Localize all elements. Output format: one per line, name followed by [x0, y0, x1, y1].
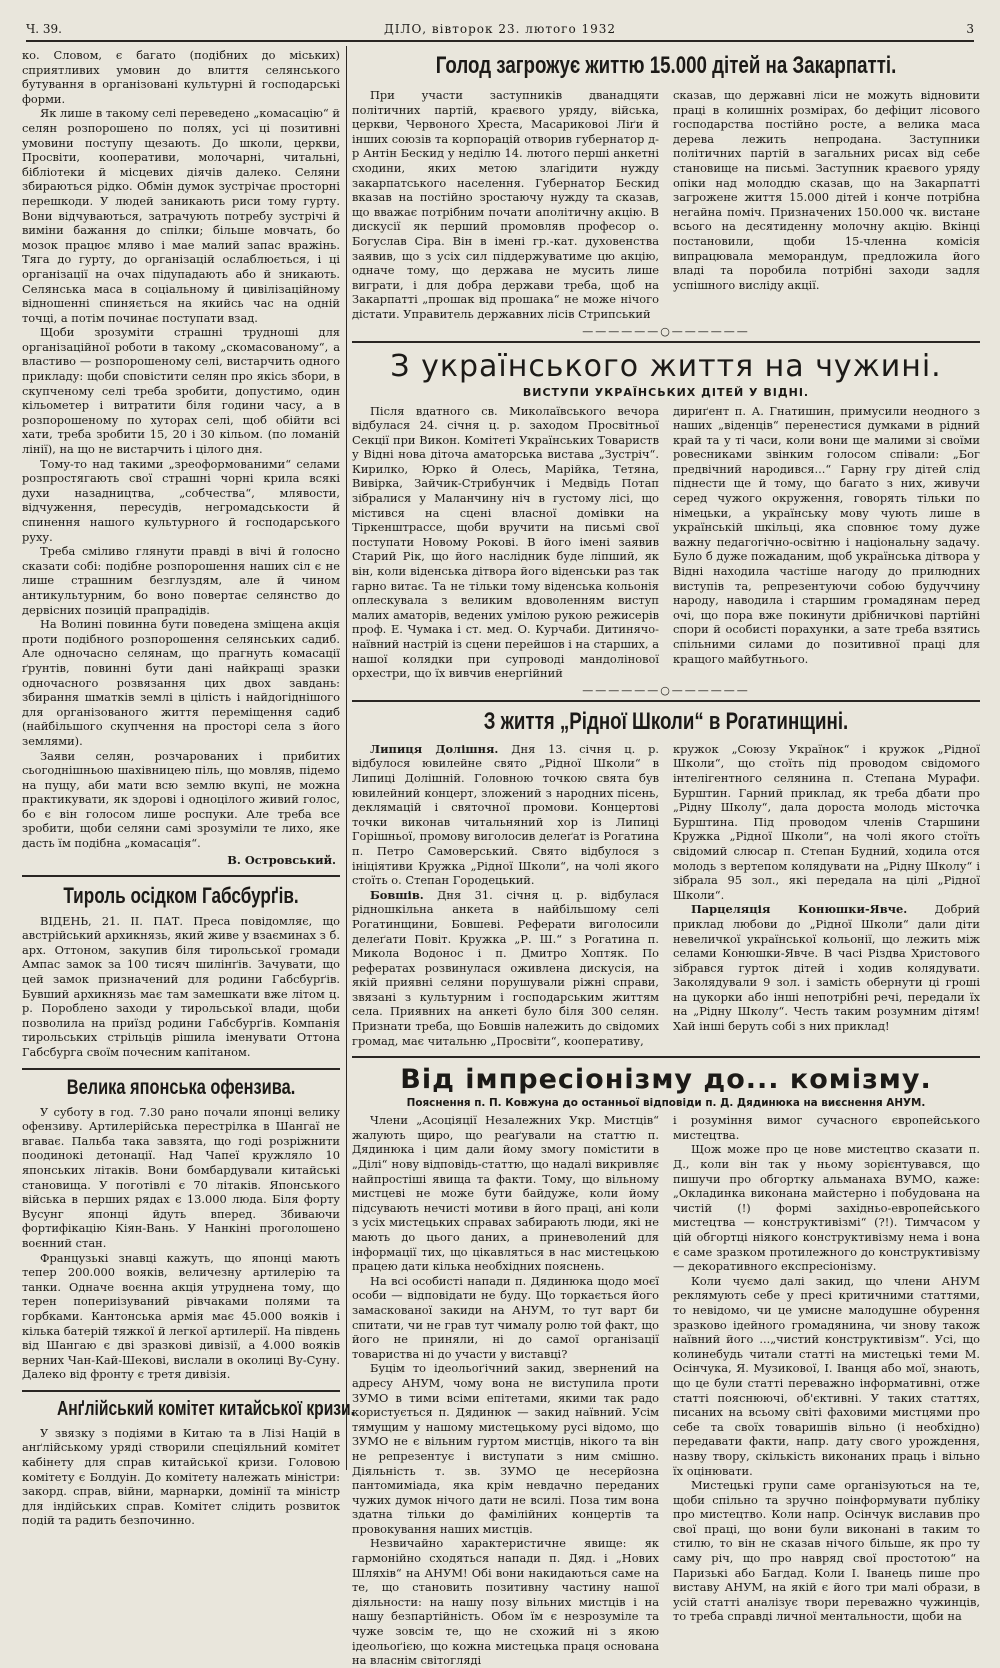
section-divider [352, 341, 980, 343]
section-divider [22, 1390, 340, 1392]
section-divider [352, 1056, 980, 1058]
headline-japan: Велика японська офензива. [66, 1075, 296, 1099]
masthead-line: ДІЛО, вівторок 23. лютого 1932 [383, 22, 617, 36]
paragraph: кружок „Союзу Українок“ і кружок „Рідної Школи“, що стоїть під проводом свідомого інтелігентного селянина п. Степана Мурафи. Бурштин. Гарний приклад, як треба дбати про „Рідну Школу“, дала дороста молодь місточка Бурштина. Під проводом членів Старшини Кружка „Рідної Школи“, на чолі якого стоїть свідомий слюсар п. Степан Будний, ходила отся молодь з вертепом колядувати на „Рідну Школу“ і зібрала 95 зол., які передала на цілі „Рідної Школи“. [673, 741, 980, 902]
article-hunger [352, 52, 980, 338]
place-name: Бовшів. [370, 887, 424, 902]
issue-number: Ч. 39. [26, 22, 62, 36]
paragraph: і розуміння вимог сучасного європейського мистецтва. [673, 1113, 980, 1142]
paragraph: ко. Словом, є багато (подібних до міських) сприятливих умовин до влиття селянського бутування в організовані культурні й господарські форми. [22, 48, 340, 106]
paragraph: У звязку з подіями в Китаю та в Лізі Націй в анґлійському уряді створили спеціяльний комітет кабінету для справ китайської кризи. Головою комітету є Болдуін. До комітету належать міністри: закорд. справ, війни, марнарки, домінії та міністр для індійських справ. Комітет слідить розвиток подій та радить безпочинно. [22, 1425, 340, 1528]
paragraph: Щоби зрозуміти страшні трудноші для організаційної роботи в такому „скомасованому“, а властиво — розпорошеному селі, вистарчить одного прикладу: щоби сповістити селян про якісь збори, в скупченому селі треба зробити, допустимо, один кільометер і витратити біля години часу, а в розпорошеному по хуторах селі, щоб обійти всі хати, треба зробити 15, 20 і 30 кільом. (по ломаній лінії), на що не вистарчить і цілого дня. [22, 325, 340, 457]
paragraph: Після вдатного св. Миколаївського вечора відбулася 24. січня ц. р. заходом Просвітньої Секції при Викон. Комітеті Українських Товариств у Відні нова діточа аматорська вистава „Зустріч“. Кирилко, Юрко й Олесь, Марійка, Тетяна, Вивірка, Зайчик-Стрибунчик і Медвідь Потап зібралися у Маланчину ніч в густому лісі, що містився на сцені власної домівки на Тіркенштрассе, щоби вручити на письмі свої поступати Новому Рокові. В його імені заявив Старий Рік, що його наслідник буде ліпший, як він, коли віденська дітвора його віденськи раз так гарно витає. Та не тільки тому віденська кольонія оплескувала з великим вдоволенням виступ малих аматорів, ведених умілою рукою режисерів проф. Е. Чумака і ст. мед. О. Курчаби. Дитинячо-наївний настрій із сцени перейшов і на старших, а нашої колядки при супроводі мандолінової орхестри, що їх вивчив енергійний [352, 403, 659, 681]
paragraph: ВІДЕНЬ, 21. II. ПАТ. Преса повідомляє, що австрійський архикнязь, який живе у взаєминах з б. арх. Оттоном, закупив біля тирольської громади Ампас замок за 100 тисяч шилінґів. Зачувати, що цей замок призначений для родини Габсбурґів. Бувший архикнязь має там замешкати вже літом ц. р. Пороблено заходи у тирольської влади, щоби позволила на приїзд родини Габсбурґів. Компанія тирольських стрільців рішила іменувати Оттона Габсбурга своїм почесним капітаном. [22, 913, 340, 1059]
paragraph: Щож може про це нове мистецтво сказати п. Д., коли він так у ньому зорієнтувався, що пишучи про обгортку альманаха ВУМО, каже: „Окладинка виконана майстерно і побудована на чистій (!) формі західньо-европейського мистецтва — конструктивізмі“ (?!). Тимчасом у цій обгортці ніякого конструктивізму нема і вона є саме зразком протилежного до конструктивізму — декоративного експресіонізму. [673, 1142, 980, 1274]
paragraph: На всі особисті напади п. Дядинюка щодо моєї особи — відповідати не буду. Що торкається його замаскованої закиди на АНУМ, то тут варт би спитати, чи не грав тут чималу ролю той факт, що його не приняли, ні до самої організації товариства ні до участи у виставці? [352, 1273, 659, 1361]
article-england [22, 1397, 355, 1528]
article-tyrol [22, 883, 340, 1060]
headline-abroad: З українського життя на чужині. [390, 348, 942, 384]
place-name: Парцеляція Конюшки-Явче. [691, 902, 908, 917]
ornament-divider: ——————○—————— [582, 683, 750, 697]
paragraph: Французькі знавці кажуть, що японці мають тепер 200.000 вояків, величезну артилерію та танки. Одначе воєнна акція утруднена тому, що терен попериізуваний рівчаками полями та горбками. Кантонська армія має 45.000 вояків і кілька батерій тяжкої й легкої артилерії. На південь від Шангаю є дві зразкові дивізії, а 4.000 вояків верних Чан-Кай-Шекові, вислали в околиці Ву-Суну. Далеко від фронту є третя дивізія. [22, 1250, 340, 1382]
section-divider [22, 875, 340, 877]
article-abroad [352, 349, 980, 697]
paragraph: Мистецькі групи саме організуються на те, щоби спільно та зручно поінформувати публіку про мистецтво. Коли напр. Осінчук виславив про свої праці, що вони були виконані в таким то стилю, то він не сказав нічого більше, як про ту саму річ, що про навряд свої простотою“ на Паризькі або Багдад. Коли І. Іванець пише про виставу АНУМ, на якій є його три малі образи, в усій статті аналізує твори переважно чужинців, то треба справді личної ментальности, щоби на [673, 1478, 980, 1624]
paragraph: Липиця Долішня. Дня 13. січня ц. р. відбулося ювилейне свято „Рідної Школи“ в Липиці Долішній. Головною точкою свята був ювилейний концерт, зложений з народних пісень, деклямацій і святочної промови. Концертові точки виконав читальняний хор із Липиці Горішньої, промову виголосив делеґат із Рогатина п. Петро Самоверський. Свято відбулося з ініціятиви Кружка „Рідної Школи“, на чолі якого стоїть о. Степан Городецький. [352, 741, 659, 888]
paragraph: На Волині повинна бути поведена зміщена акція проти подібного розпорошення селянських садиб. Але одночасно селянам, що прагнуть комасації ґрунтів, повинні бути дані найкращі зразки одночасного розвязання цих двох завдань: збирання шматків землі в цілість і найдогіднішого для організованого життя переміщення садиб (найбільшого скупчення на просторі села з його землями). [22, 617, 340, 748]
paragraph: Як лише в такому селі переведено „комасацію“ й селян розпорошено по полях, усі ці позитивні умовини поступу щезають. До школи, церкви, Просвіти, кооперативи, молочарні, читальні, бібліотеки й місцевих діячів далеко. Селяни збираються рідко. Обмін думок зустрічає просторні перешкоди. У людей заникають риси тому гурту. Вони відчуваються, затрачують потребу зустрічі й виміни бажання до спілки; більше мовчать, бо мозок працює мляво і мае малий запас вражінь. Тяга до гурту, до організацій ослаблюється, і ці організації на очах підупадають або й зникають. Селянська маса в соціальному й цивілізаційному відношенні спиняється на якийсь час на одній точці, а потім починає поступати взад. [22, 106, 340, 325]
author-signature: В. Островський. [227, 852, 336, 867]
page-number: 3 [966, 22, 974, 36]
subheadline-impressionism: Пояснення п. П. Ковжуна до останньої відповіди п. Д. Дядинюка на виєснення АНУМ. [406, 1097, 926, 1110]
section-divider [352, 700, 980, 702]
paragraph: Заяви селян, розчарованих і прибитих сьогоднішньою шахівницею піль, що мовляв, підемо на пущу, аби мати всю землю вкупі, не можна практикувати, як здорові і одноцілого живий голос, бо є він голосом лише роспуки. Але треба все зробити, щоби селяни самі зрозуміли те лихо, яке дасть їм подібна „комасація“. [22, 748, 340, 851]
subheadline-abroad: ВИСТУПИ УКРАЇНСЬКИХ ДІТЕЙ У ВІДНІ. [522, 385, 810, 399]
paragraph: Буцім то ідеольоґічний закид, звернений на адресу АНУМ, чому вона не виступила проти ЗУМО в тими всіми епітетами, якими так радо користується п. Дядинюк — закид наївний. Усім тямущим у нашому мистецькому русі відомо, що ЗУМО не є вільним гуртом мистців, нікого та він не репрезентує і виступати з ним смішно. Діяльність т. зв. ЗУМО це несерйозна пантомиміада, яка крім невдачно переданих чужих думок нічого дати не всилі. Поза тим вона здатна тільки до фамілійних концертів та провокування наших мистців. [352, 1361, 659, 1536]
headline-school: З життя „Рідної Школи“ в Рогатинщині. [483, 707, 849, 735]
left-column [22, 48, 355, 1528]
headline-hunger: Голод загрожує життю 15.000 дітей на Закарпатті. [435, 52, 897, 79]
page-header [26, 22, 974, 42]
article-school [352, 708, 980, 1048]
section-divider [22, 1068, 340, 1070]
paragraph: Коли чуємо далі закид, що члени АНУМ реклямують себе у пресі критичними статтями, то невідомо, чи це умисне малодушне обурення зразково ідейного громадянина, чи знову також наївний його ...„чистий конструктивізм“. Усі, що колинебудь читали статті на мистецькі теми М. Осінчука, Я. Музикової, І. Іванця або мої, знають, що це були статті переважно інформативні, отже статті пояснюючі, об'єктивні. У таких статтях, писаних на всьому світі фаховими мистцями про себе та своїх товаришів вільно (і необхідно) передавати факти, напр. дату свого урождення, назву твору, скількість виконаних праць і вільно їх оцінювати. [673, 1273, 980, 1478]
headline-impressionism: Від імпресіонізму до... комізму. [400, 1064, 932, 1096]
paragraph: Члени „Асоціяції Незалежних Укр. Мистців“ жалують щиро, що реаґували на статтю п. Дядинюка і цим дали йому змогу помістити в „Ділі“ нову відповідь-статтю, що надалі викривляє найпростіші явища та факти. Тому, що вільному мистцеві не може бути байдуже, коли йому підсувають нечисті мотиви в його праці, ані коли з усіх мистецьких справах забирають люди, які не мають до цього даних, а приневолений для інформації тих, що цікавляться в нас мистецькою працею дати кілька необхідних пояснень. [352, 1113, 659, 1274]
paragraph: У суботу в год. 7.30 рано почали японці велику офензиву. Артилерійська перестрілка в Шангаї не вгаває. Пальба така завзята, що годі розріжнити поодинокі детонації. Над Чапеї кружляло 10 японських літаків. Вони бомбардували китайські становища. У поготівлі є 70 літаків. Японського війська в перших рядах є 13.000 люда. Біля форту Вусунг японці йдуть вперед. Збиваючи фортифікацію Кіян-Вань. У Нанкіні проголошено воєнний стан. [22, 1104, 340, 1250]
column-rule [346, 46, 347, 1470]
article-japan [22, 1076, 340, 1382]
headline-england: Анґлійський комітет китайської кризи. [56, 1397, 355, 1420]
headline-tyrol: Тироль осідком Габсбурґів. [63, 882, 299, 908]
paragraph: дириґент п. А. Гнатишин, примусили неодного з наших „віденців“ перенестися думками в рідний край та у ті часи, коли вони ще малими зі своїми ровесниками звінким голосом співали: „Бог предвічний народився...“ Гарну гру дітей слід піднести ще й тому, що багато з них, живучи серед чужого окруження, говорять тільки по німецьки, а українську мову чують лише в українській шкільці, яка сповнює тому дуже важну педагогічно-освітню і національну задачу. Було б дуже пожаданим, щоб українська дітвора у Відні находила частіше нагоду до прилюдних виступів та, репрезентуючи собою будуччину народу, наводила і старшим громадянам перед очі, що пора вже покинути дрібничкові партійні спори й особисті порахунки, а зате треба взятись спільними силами до позитивної праці для кращого майбутнього. [673, 403, 980, 666]
paragraph: Треба сміливо глянути правді в вічі й голосно сказати собі: подібне розпорошення наших сіл є не лише страшним безглуздям, але й чином антикультурним, бо воно повертає селянство до дервісних позицій прапрадідів. [22, 544, 340, 617]
article-impressionism [352, 1064, 980, 1668]
ornament-divider: ——————○—————— [582, 324, 750, 338]
paragraph: Бовшів. Дня 31. січня ц. р. відбулася рідношкільна анкета в найбільшому селі Рогатинщини, Бовшеві. Реферати виголосили делеґати Повіт. Кружка „Р. Ш.“ з Рогатина п. Микола Водонос і п. Дмитро Хоптяк. По рефератах розвинулася оживлена дискусія, на якій приявні селяни порушували ріжні справи, звязані з культурним і господарським життям села. Приявних на анкеті було біля 300 селян. Признати треба, що Бовшів належить до свідомих громад, має читальню „Просвіти“, кооперативу, [352, 887, 659, 1048]
article-komasacia [22, 48, 340, 867]
place-name: Липиця Долішня. [370, 741, 499, 756]
paragraph: При участи заступників дванадцяти політичних партій, краєвого уряду, війська, церкви, Червоного Хреста, Масариковоі Ліґи й інших союзів та корпорацій отворив губернатор д-р Антін Бескид у неділю 14. лютого перші анкетні сходини, яких метою злагідити нужду закарпатського населення. Губернатор Бескид вказав на постійно зростаючу нужду та сказав, що вважає потрібним почати аполітичну акцію. В дискусії як перший промовляв професор о. Богуслав Сіра. Він в імені гр.-кат. духовенства заявив, що з усіх сил піддержуватиме цю акцію, одначе тому, що держава не мусить лише виграти, і для добра держави треба, щоб на Закарпатті „прошак від прошака“ не може нічого дістати. Управитель державних лісів Стрипський [352, 88, 659, 321]
right-column [352, 48, 981, 1668]
paragraph: Незвичайно характеристичне явище: як гармонійно сходяться напади п. Дяд. і „Нових Шляхів“ на АНУМ! Обі вони накидаються саме на те, що становить позитивну частину нашої діяльности: на нашу позу вільних мистців і на нашу безпартійність. Обом їм є незрозуміле та чуже зовсім те, що не схожий ні з якою ідеольоґією, що кожна мистецька праця основана на власнім світогляді [352, 1536, 659, 1668]
paragraph: Парцеляція Конюшки-Явче. Добрий приклад любови до „Рідної Школи“ дали діти невеличкої української кольонії, що лежить між селами Конюшки-Явче. В часі Різдва Христового зібрався гурток дітей і ходив колядувати. Заколядували 9 зол. і замість обернути ці гроші на цукорки або інші непотрібні речі, передали їх на „Рідну Школу“. Честь таким розумним дітям! Хай інші беруть собі з них приклад! [673, 902, 981, 1034]
paragraph: сказав, що державні ліси не можуть відновити праці в колишніх розмірах, бо дефіцит лісового господарства постійно росте, а велика маса дерева лежить непродана. Заступники політичних партій в загальних рисах від себе становище на письмі. Заступник краєвого уряду опіки над молоддю сказав, що на Закарпатті загрожене життя 15.000 дітей і конче потрібна негайна поміч. Призначених 150.000 чк. вистане всього на десятиденну молочну акцію. Вкінці постановили, щоби 15-членна комісія випрацювала меморандум, предложила його владі та поробила потрібні заходи задля успішного висліду акції. [673, 88, 980, 292]
paragraph: Тому-то над такими „зреоформованими“ селами розпростягають свої страшні чорні крила всякі духи назадництва, „собчества“, млявости, відчуження, пересудів, негромадськости й спинення нашого культурного й господарського руху. [22, 456, 340, 544]
